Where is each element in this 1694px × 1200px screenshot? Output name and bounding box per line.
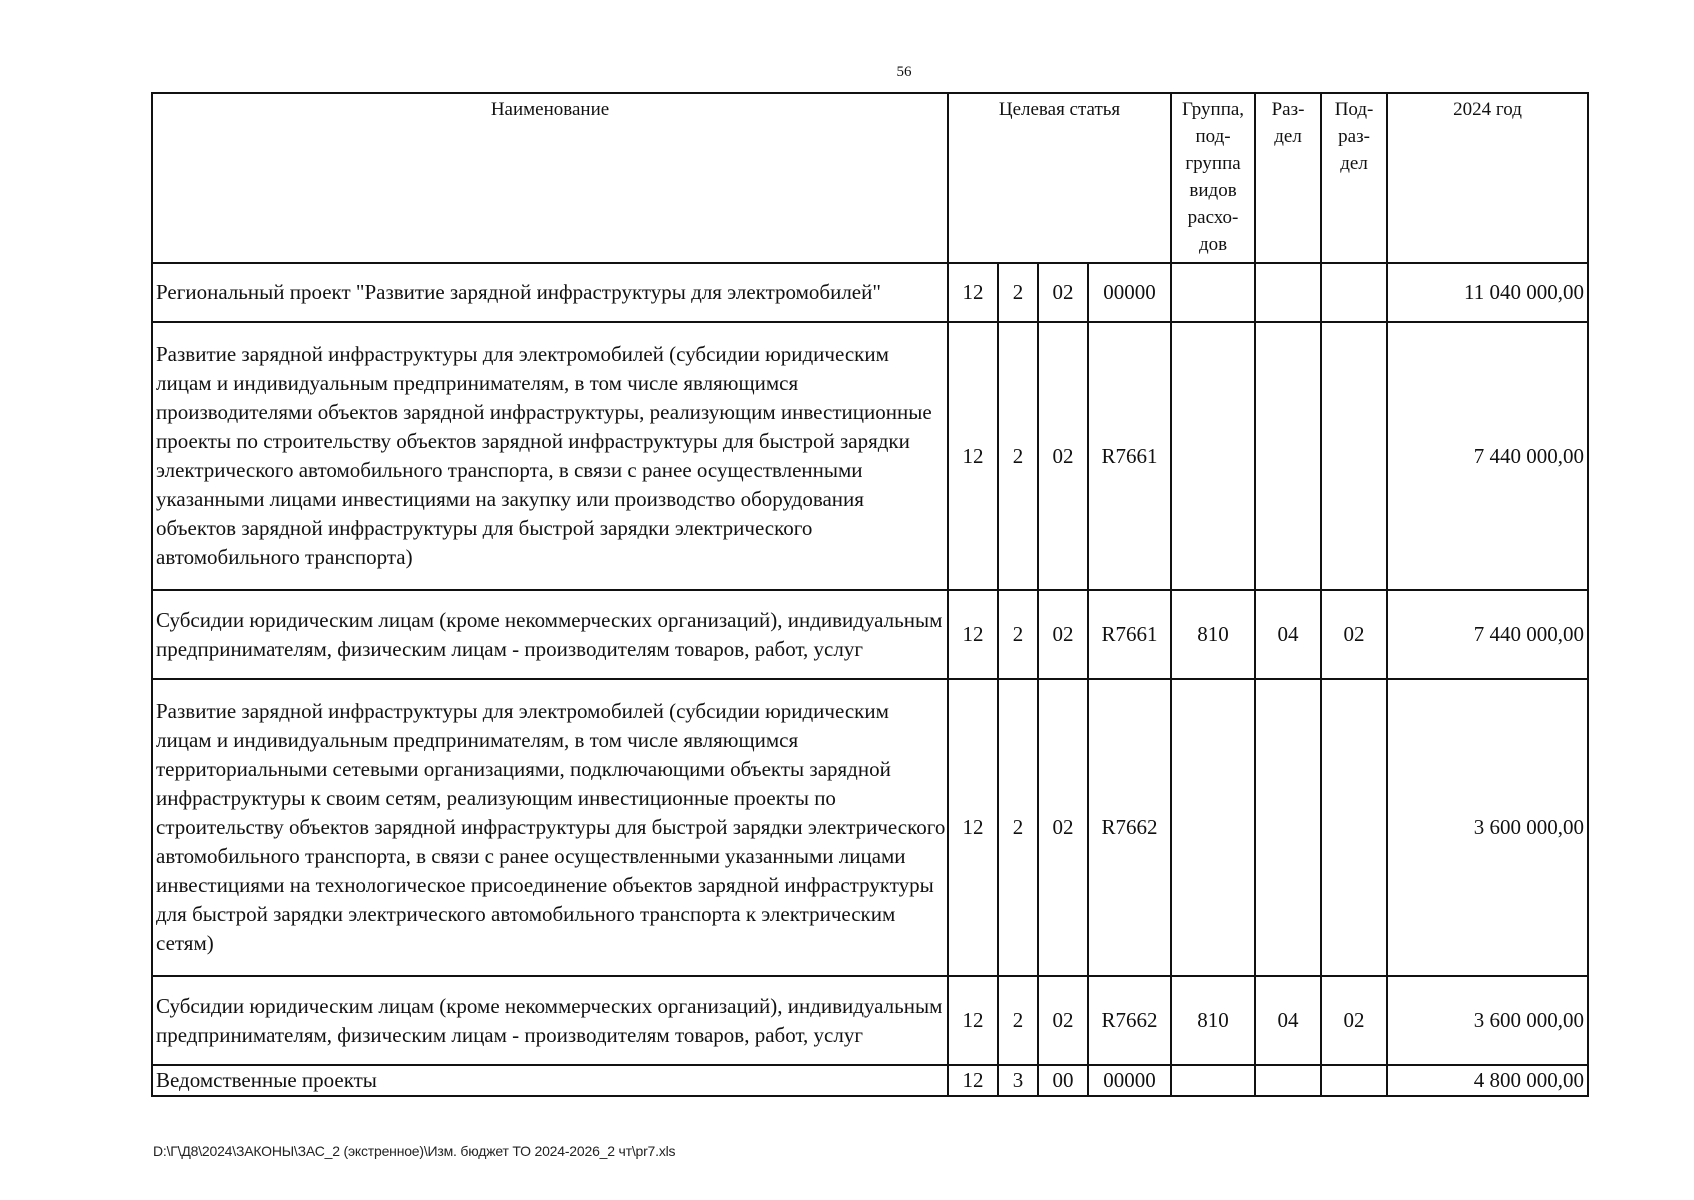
- header-expense-group: [1171, 93, 1255, 263]
- row-amount: 11 040 000,00: [1387, 263, 1588, 322]
- row-subsection: [1321, 1065, 1387, 1096]
- table-row: [152, 976, 1588, 1065]
- table-header-row: [152, 93, 1588, 263]
- row-target-part-4: R7661: [1088, 590, 1171, 679]
- table-row: [152, 1065, 1588, 1096]
- row-amount: 3 600 000,00: [1387, 679, 1588, 976]
- row-target-part-1: 12: [948, 263, 998, 322]
- row-target-part-4: 00000: [1088, 263, 1171, 322]
- file-path-footer: D:\Г\Д8\2024\ЗАКОНЫ\ЗАС_2 (экстренное)\Изм. бюджет ТО 2024-2026_2 чт\pr7.xls: [153, 1143, 676, 1159]
- header-subsection: [1321, 93, 1387, 263]
- header-expense-group-line: под-: [1195, 126, 1231, 147]
- row-amount: 7 440 000,00: [1387, 322, 1588, 590]
- row-expense-group: 810: [1171, 976, 1255, 1065]
- header-year: 2024 год: [1387, 93, 1588, 263]
- row-target-part-2: 2: [998, 322, 1038, 590]
- header-expense-group-line: видов: [1189, 180, 1237, 201]
- row-target-part-2: 3: [998, 1065, 1038, 1096]
- table-row: [152, 590, 1588, 679]
- row-amount: 7 440 000,00: [1387, 590, 1588, 679]
- header-subsection-line: раз-: [1338, 126, 1370, 147]
- row-target-part-3: 00: [1038, 1065, 1088, 1096]
- row-target-part-3: 02: [1038, 679, 1088, 976]
- row-subsection: [1321, 679, 1387, 976]
- row-target-part-2: 2: [998, 976, 1038, 1065]
- header-section-line: Раз-: [1271, 99, 1305, 120]
- row-target-part-4: R7662: [1088, 976, 1171, 1065]
- row-target-part-4: R7661: [1088, 322, 1171, 590]
- row-section: [1255, 322, 1321, 590]
- row-section: 04: [1255, 976, 1321, 1065]
- row-target-part-3: 02: [1038, 590, 1088, 679]
- row-target-part-4: R7662: [1088, 679, 1171, 976]
- row-target-part-2: 2: [998, 590, 1038, 679]
- row-name: Развитие зарядной инфраструктуры для электромобилей (субсидии юридическим лицам и индивидуальным предпринимателям, в том числе являющимся территориальными сетевыми организациями, подключающими объекты зарядной инфраструктуры к своим сетям, реализующим инвестиционные проекты по строительству объектов зарядной инфраструктуры для быстрой зарядки электрического автомобильного транспорта, в связи с ранее осуществленными указанными лицами инвестициями на технологическое присоединение объектов зарядной инфраструктуры для быстрой зарядки электрического автомобильного транспорта к электрическим сетям): [152, 679, 948, 976]
- header-subsection-line: дел: [1340, 153, 1368, 174]
- row-target-part-2: 2: [998, 263, 1038, 322]
- table-row: [152, 679, 1588, 976]
- header-expense-group-line: Группа,: [1182, 99, 1245, 120]
- row-target-part-1: 12: [948, 679, 998, 976]
- row-section: [1255, 679, 1321, 976]
- row-subsection: 02: [1321, 976, 1387, 1065]
- row-amount: 4 800 000,00: [1387, 1065, 1588, 1096]
- row-subsection: [1321, 263, 1387, 322]
- header-expense-group-line: группа: [1185, 153, 1241, 174]
- row-target-part-3: 02: [1038, 263, 1088, 322]
- row-subsection: 02: [1321, 590, 1387, 679]
- header-subsection-line: Под-: [1334, 99, 1374, 120]
- row-target-part-3: 02: [1038, 322, 1088, 590]
- row-amount: 3 600 000,00: [1387, 976, 1588, 1065]
- table-row: [152, 263, 1588, 322]
- row-section: [1255, 1065, 1321, 1096]
- row-expense-group: [1171, 1065, 1255, 1096]
- budget-table: [151, 92, 1589, 1097]
- row-target-part-1: 12: [948, 976, 998, 1065]
- row-target-part-3: 02: [1038, 976, 1088, 1065]
- row-name: Ведомственные проекты: [152, 1065, 948, 1096]
- row-expense-group: [1171, 679, 1255, 976]
- row-expense-group: 810: [1171, 590, 1255, 679]
- header-section: [1255, 93, 1321, 263]
- row-target-part-1: 12: [948, 590, 998, 679]
- row-expense-group: [1171, 322, 1255, 590]
- row-name: Субсидии юридическим лицам (кроме некоммерческих организаций), индивидуальным предпринимателям, физическим лицам - производителям товаров, работ, услуг: [152, 976, 948, 1065]
- header-expense-group-line: расхо-: [1187, 207, 1239, 228]
- row-section: [1255, 263, 1321, 322]
- row-target-part-1: 12: [948, 1065, 998, 1096]
- row-section: 04: [1255, 590, 1321, 679]
- header-section-line: дел: [1274, 126, 1302, 147]
- row-target-part-2: 2: [998, 679, 1038, 976]
- header-name: Наименование: [152, 93, 948, 263]
- header-target-article: Целевая статья: [948, 93, 1171, 263]
- table-row: [152, 322, 1588, 590]
- row-expense-group: [1171, 263, 1255, 322]
- header-expense-group-line: дов: [1198, 234, 1228, 255]
- row-target-part-4: 00000: [1088, 1065, 1171, 1096]
- row-subsection: [1321, 322, 1387, 590]
- row-name: Субсидии юридическим лицам (кроме некоммерческих организаций), индивидуальным предпринимателям, физическим лицам - производителям товаров, работ, услуг: [152, 590, 948, 679]
- page-number: 56: [896, 64, 912, 80]
- row-target-part-1: 12: [948, 322, 998, 590]
- row-name: Развитие зарядной инфраструктуры для электромобилей (субсидии юридическим лицам и индивидуальным предпринимателям, в том числе являющимся производителями объектов зарядной инфраструктуры, реализующим инвестиционные проекты по строительству объектов зарядной инфраструктуры для быстрой зарядки электрического автомобильного транспорта, в связи с ранее осуществленными указанными лицами инвестициями на закупку или производство оборудования объектов зарядной инфраструктуры для быстрой зарядки электрического автомобильного транспорта): [152, 322, 948, 590]
- row-name: Региональный проект "Развитие зарядной инфраструктуры для электромобилей": [152, 263, 948, 322]
